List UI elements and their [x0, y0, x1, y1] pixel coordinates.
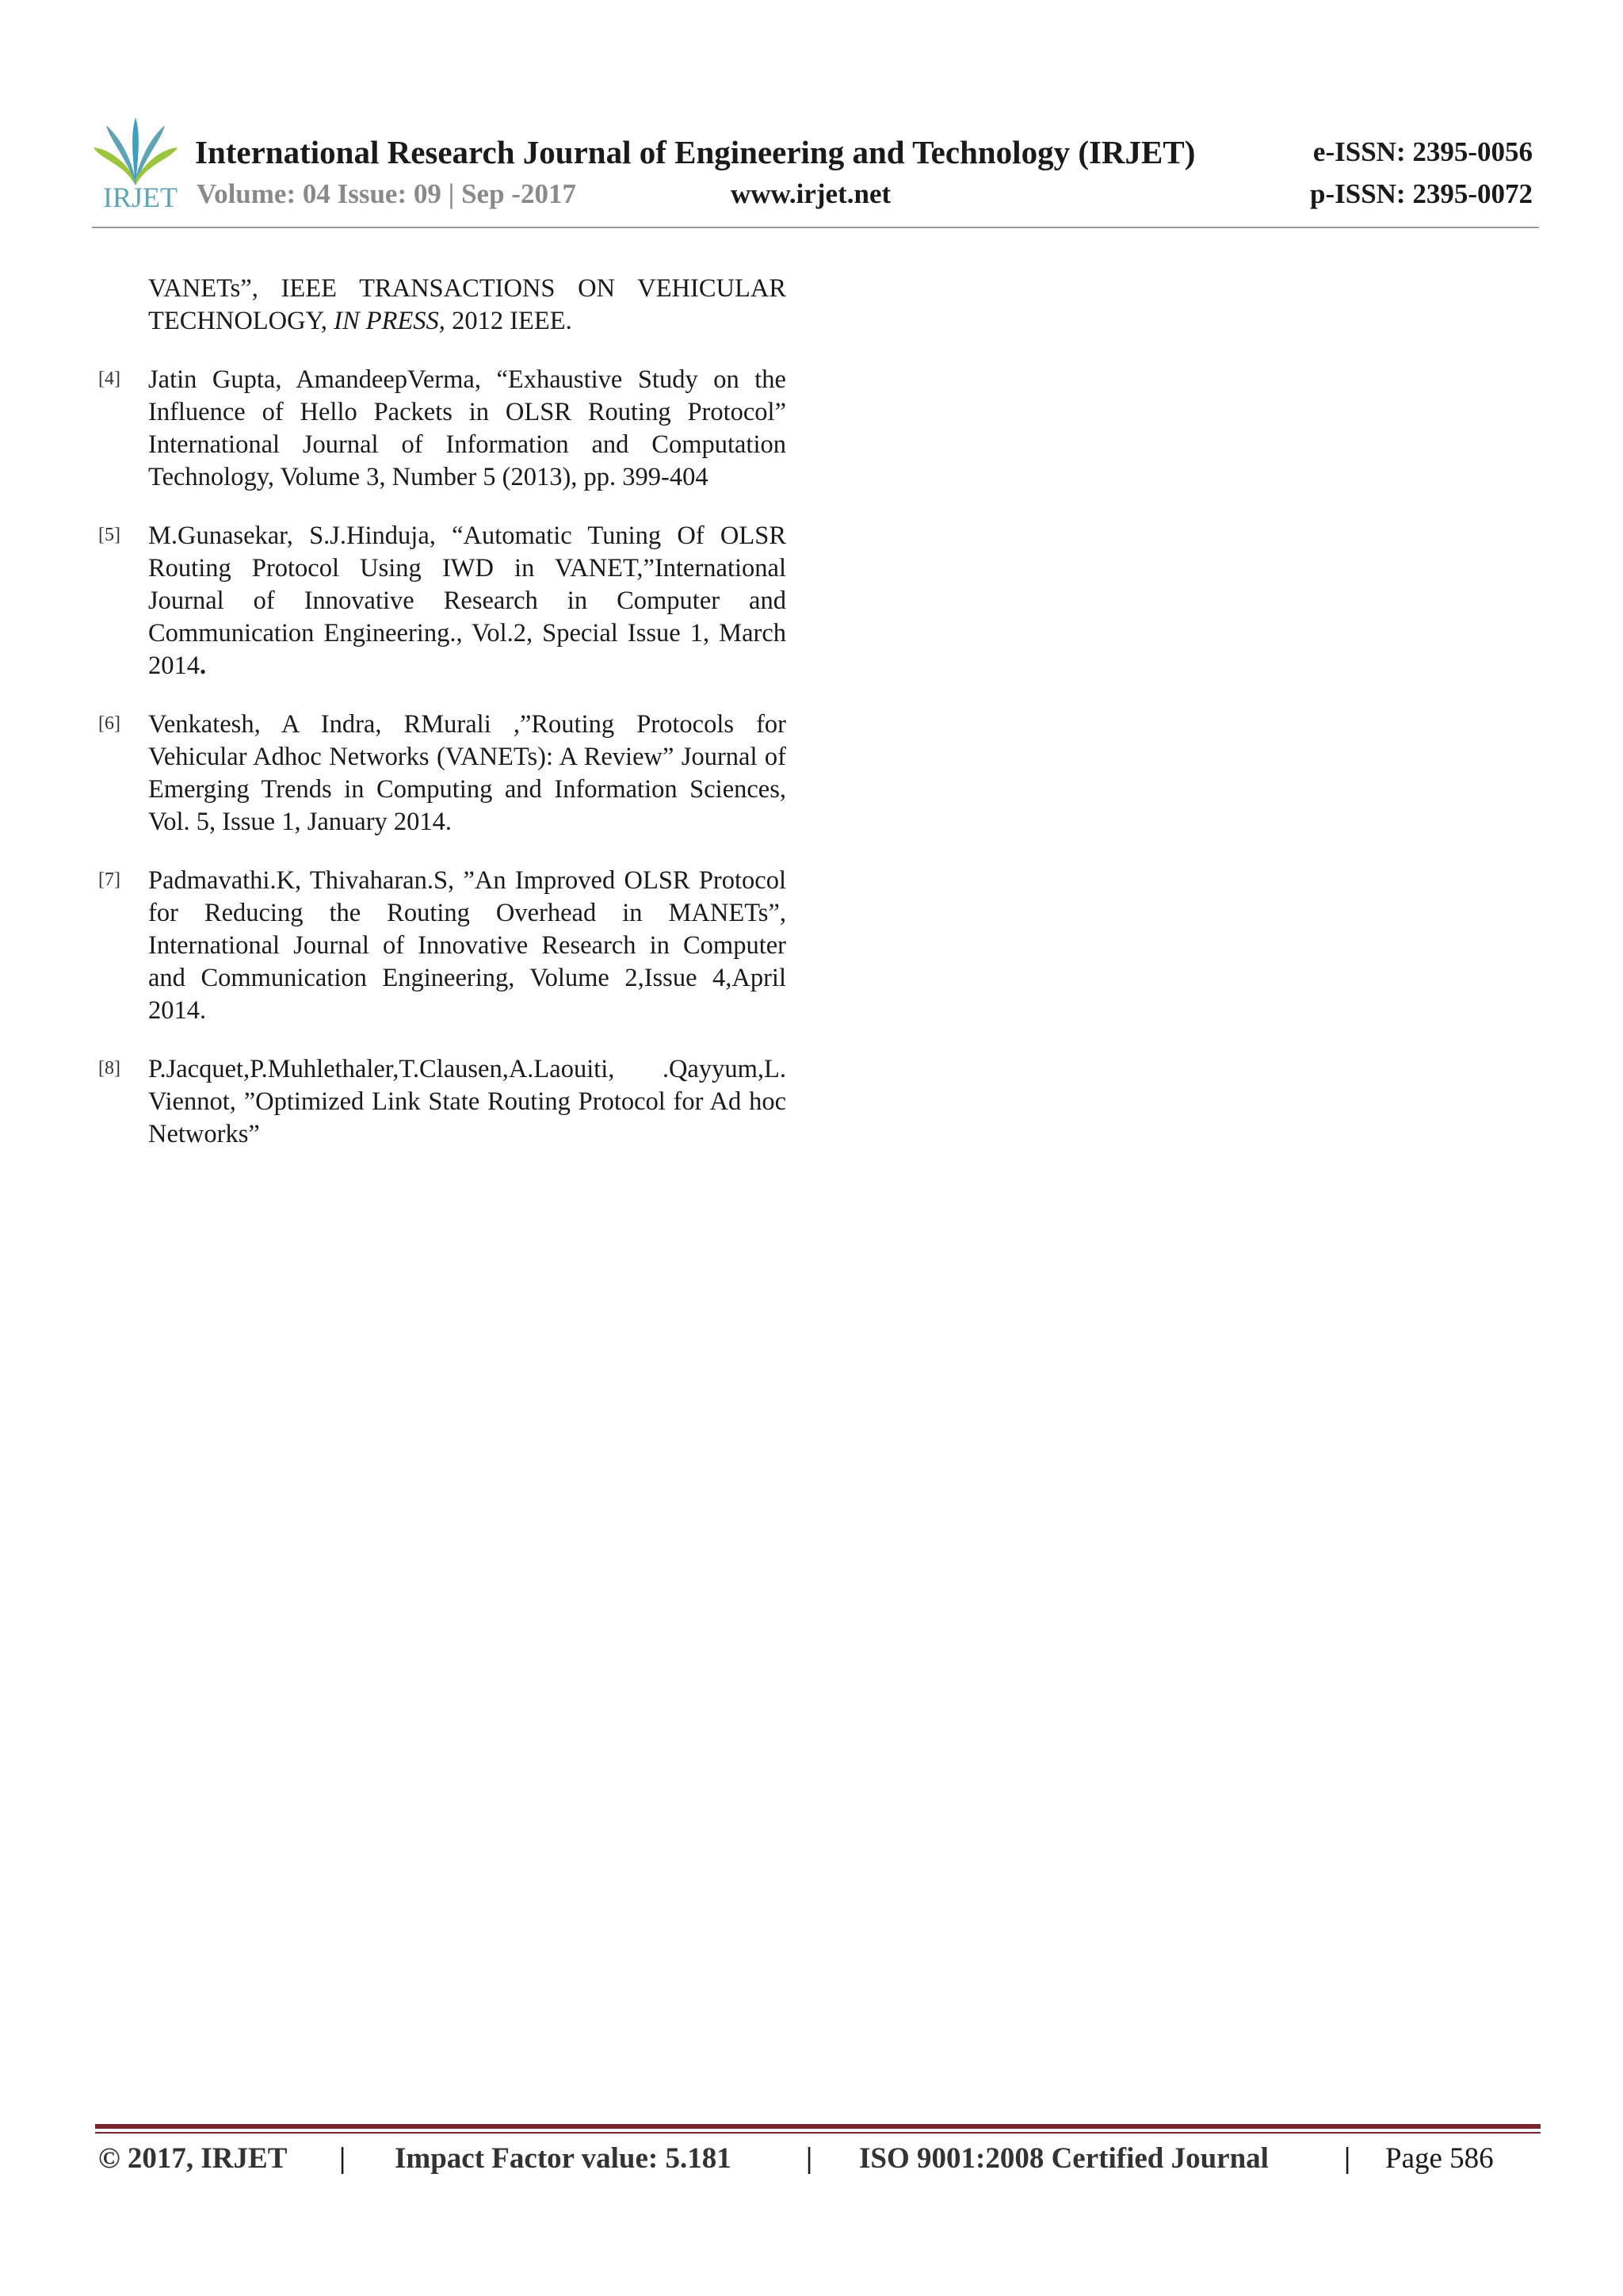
footer-separator: | [1344, 2142, 1351, 2175]
reference-number: [4] [98, 369, 120, 389]
reference-text: Padmavathi.K, Thivaharan.S, ”An Improved OLSR Protocol for Reducing the Routing Overhead in MANETs”, International Journal of Innovative Research in Computer and Communication Engineering, Volume 2,Issue 4,April 2014. [148, 866, 786, 1025]
reference-item [98, 273, 786, 338]
footer-separator: | [806, 2142, 813, 2175]
footer-copyright: © 2017, IRJET [98, 2142, 288, 2175]
header-divider [92, 227, 1539, 228]
footer-page-number: Page 586 [1385, 2142, 1494, 2175]
reference-item [98, 865, 786, 1027]
footer-separator: | [339, 2142, 346, 2175]
reference-item [98, 364, 786, 494]
e-issn: e-ISSN: 2395-0056 [1312, 136, 1533, 167]
reference-text: VANETs”, IEEE TRANSACTIONS ON VEHICULAR TECHNOLOGY, IN PRESS, 2012 IEEE. [148, 274, 786, 335]
reference-text: Venkatesh, A Indra, RMurali ,”Routing Protocols for Vehicular Adhoc Networks (VANETs): A Review” Journal of Emerging Trends in Computing and Information Sciences, Vol. 5, Issue 1, January 2014. [148, 710, 786, 836]
journal-title: International Research Journal of Engineering and Technology (IRJET) [195, 134, 1196, 170]
website-link[interactable]: www.irjet.net [731, 178, 892, 209]
reference-item [98, 709, 786, 839]
reference-number: [5] [98, 525, 120, 545]
footer-divider [95, 2124, 1541, 2129]
footer-impact-factor: Impact Factor value: 5.181 [395, 2142, 731, 2175]
reference-item [98, 1053, 786, 1151]
reference-item [98, 520, 786, 682]
footer-divider-thin [95, 2132, 1541, 2134]
reference-number: [8] [98, 1058, 120, 1079]
reference-number: [7] [98, 869, 120, 890]
page-footer [98, 2141, 1509, 2181]
volume-issue: Volume: 04 Issue: 09 | Sep -2017 [197, 178, 576, 209]
footer-iso: ISO 9001:2008 Certified Journal [859, 2142, 1269, 2175]
reference-text: M.Gunasekar, S.J.Hinduja, “Automatic Tuning Of OLSR Routing Protocol Using IWD in VANET,”International Journal of Innovative Research in Computer and Communication Engineering., Vol.2, Special Issue 1, March 2014. [148, 521, 786, 680]
reference-text: Jatin Gupta, AmandeepVerma, “Exhaustive Study on the Influence of Hello Packets in OLSR Routing Protocol” International Journal of Information and Computation Technology, Volume 3, Number 5 (2013), pp. 399-404 [148, 365, 786, 491]
reference-number: [6] [98, 713, 120, 734]
references-list [98, 273, 786, 1177]
reference-text: P.Jacquet,P.Muhlethaler,T.Clausen,A.Laouiti, .Qayyum,L. Viennot, ”Optimized Link State Routing Protocol for Ad hoc Networks” [148, 1055, 786, 1148]
logo-text: IRJET [103, 181, 178, 213]
p-issn: p-ISSN: 2395-0072 [1309, 178, 1533, 209]
